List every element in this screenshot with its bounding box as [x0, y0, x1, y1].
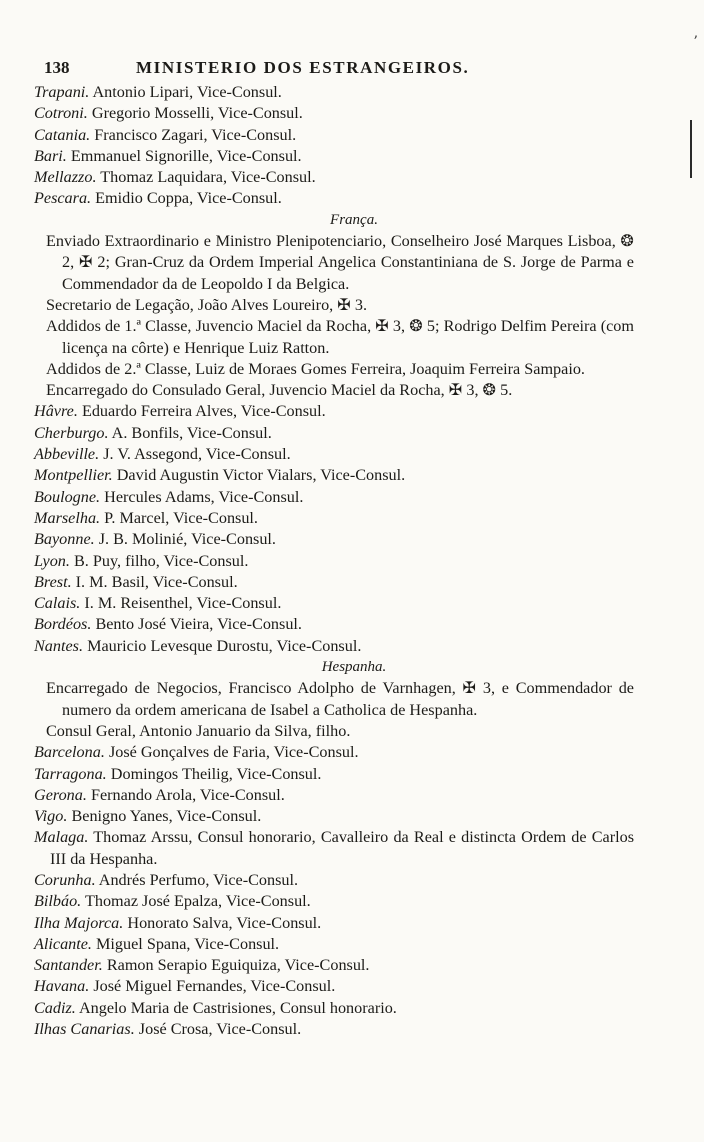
consul-line: Hâvre. Eduardo Ferreira Alves, Vice-Consul.	[34, 402, 326, 421]
consul-line: Ilhas Canarias. José Crosa, Vice-Consul.	[34, 1020, 302, 1039]
consul-line: Santander. Ramon Serapio Eguiquiza, Vice-Consul.	[34, 956, 370, 975]
page-header	[44, 58, 644, 78]
consul-line: Cadiz. Angelo Maria de Castrisiones, Consul honorario.	[34, 998, 397, 1017]
consul-line: Tarragona. Domingos Theilig, Vice-Consul.	[34, 764, 322, 783]
franca-entry: Secretario de Legação, João Alves Loureiro, ✠ 3.	[46, 295, 368, 314]
consul-entry-malaga: Malaga. Thomaz Arssu, Consul honorario, Cavalleiro da Real e distincta Ordem de Carlos III da Hespanha.	[34, 828, 634, 868]
consul-line: Cotroni. Gregorio Mosselli, Vice-Consul.	[34, 104, 303, 123]
consul-line: Havana. José Miguel Fernandes, Vice-Consul.	[34, 977, 336, 996]
franca-entry: Enviado Extraordinario e Ministro Plenipotenciario, Conselheiro José Marques Lisboa, ❂ 2, ✠ 2; Gran-Cruz da Ordem Imperial Angelica Constantiniana de S. Jorge de Parma e Commendador da de Leopoldo I da Belgica.	[46, 232, 634, 293]
consul-line: Trapani. Antonio Lipari, Vice-Consul.	[34, 83, 282, 101]
consul-line: Bayonne. J. B. Molinié, Vice-Consul.	[34, 530, 276, 549]
consul-line: Barcelona. José Gonçalves de Faria, Vice-Consul.	[34, 743, 359, 762]
consul-line: Montpellier. David Augustin Victor Vialars, Vice-Consul.	[34, 466, 406, 485]
franca-entry: Encarregado do Consulado Geral, Juvencio Maciel da Rocha, ✠ 3, ❂ 5.	[46, 381, 513, 400]
consul-line: Vigo. Benigno Yanes, Vice-Consul.	[34, 807, 262, 826]
consul-line: Brest. I. M. Basil, Vice-Consul.	[34, 572, 238, 591]
page-title: MINISTERIO DOS ESTRANGEIROS.	[136, 58, 470, 77]
consul-line: Pescara. Emidio Coppa, Vice-Consul.	[34, 189, 282, 208]
consul-line: Bilbáo. Thomaz José Epalza, Vice-Consul.	[34, 892, 311, 911]
consul-line: Catania. Francisco Zagari, Vice-Consul.	[34, 125, 297, 144]
consul-line: Bordéos. Bento José Vieira, Vice-Consul.	[34, 615, 302, 634]
consul-line: Nantes. Mauricio Levesque Durostu, Vice-Consul.	[34, 636, 362, 655]
section-heading-franca: França.	[330, 211, 378, 228]
consul-line: Mellazzo. Thomaz Laquidara, Vice-Consul.	[34, 168, 316, 187]
margin-speck: ʼ	[693, 34, 698, 50]
consul-line: Cherburgo. A. Bonfils, Vice-Consul.	[34, 423, 272, 442]
consul-line: Corunha. Andrés Perfumo, Vice-Consul.	[34, 870, 299, 889]
consul-line: Abbeville. J. V. Assegond, Vice-Consul.	[34, 445, 291, 464]
consul-line: Alicante. Miguel Spana, Vice-Consul.	[34, 934, 280, 953]
consul-line: Lyon. B. Puy, filho, Vice-Consul.	[34, 551, 249, 570]
hespanha-entry: Encarregado de Negocios, Francisco Adolpho de Varnhagen, ✠ 3, e Commendador de numero da ordem americana de Isabel a Catholica de Hespanha.	[46, 679, 634, 719]
franca-entry: Addidos de 1.ª Classe, Juvencio Maciel da Rocha, ✠ 3, ❂ 5; Rodrigo Delfim Pereira (com licença na côrte) e Henrique Luiz Ratton.	[46, 317, 634, 357]
consul-line: Calais. I. M. Reisenthel, Vice-Consul.	[34, 594, 282, 613]
hespanha-entry: Consul Geral, Antonio Januario da Silva, filho.	[46, 721, 351, 740]
section-heading-hespanha: Hespanha.	[321, 659, 387, 676]
consul-line: Bari. Emmanuel Signorille, Vice-Consul.	[34, 146, 302, 165]
consul-line: Boulogne. Hercules Adams, Vice-Consul.	[34, 487, 304, 506]
consul-line: Ilha Majorca. Honorato Salva, Vice-Consul.	[34, 913, 322, 932]
margin-rule	[690, 120, 692, 178]
consul-line: Marselha. P. Marcel, Vice-Consul.	[34, 508, 258, 527]
page-number: 138	[44, 58, 70, 77]
franca-entry: Addidos de 2.ª Classe, Luiz de Moraes Gomes Ferreira, Joaquim Ferreira Sampaio.	[46, 359, 585, 378]
page-content	[34, 82, 634, 1040]
consul-line: Gerona. Fernando Arola, Vice-Consul.	[34, 785, 285, 804]
